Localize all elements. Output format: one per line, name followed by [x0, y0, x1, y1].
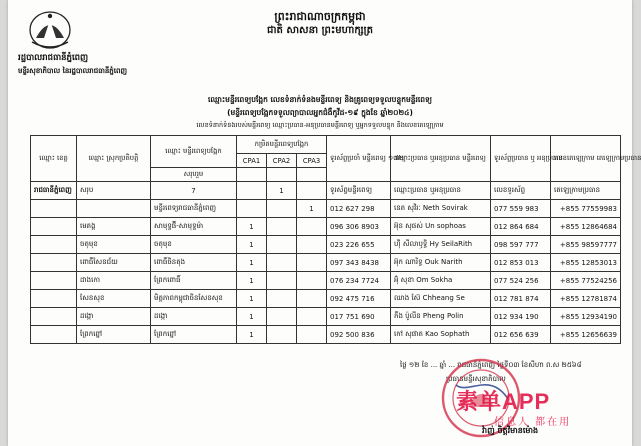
cell-cpa1: 1 — [237, 218, 267, 236]
header-director: ឈ្មោះប្រធាន ឬអនុប្រធាន មន្ទីរពេទ្យ — [391, 136, 491, 182]
cell-district: សែនសុខ — [77, 290, 151, 308]
cell-director: នេត សុវិរៈ Neth Sovirak — [391, 200, 491, 218]
table-row — [31, 218, 621, 236]
cell-cpa2 — [267, 218, 297, 236]
cell-cpa1: 1 — [237, 290, 267, 308]
cell-cpa2 — [267, 200, 297, 218]
summary-director: ឈ្មោះប្រធាន ឬអនុប្រធាន — [391, 182, 491, 200]
cell-hospital: ព្រែកព្នៅ — [151, 326, 237, 344]
table-header-row — [31, 136, 621, 154]
table-row — [31, 290, 621, 308]
cell-hosp-phone: 096 306 8903 — [327, 218, 391, 236]
cell-cpa1: 1 — [237, 272, 267, 290]
cell-cpa3 — [297, 272, 327, 290]
cell-cpa1 — [237, 200, 267, 218]
cell-hospital: ព្រែកពោធិ៍ — [151, 272, 237, 290]
table-body — [31, 200, 621, 344]
cell-hospital: មិត្តភាពកម្ពុជាចិនសែនសុខ — [151, 290, 237, 308]
hospital-table — [30, 135, 641, 344]
cell-district: មេគង្គ — [77, 218, 151, 236]
table-row — [31, 326, 621, 344]
cell-cpa2 — [267, 326, 297, 344]
watermark-sub: 信息人 都在用 — [494, 417, 572, 428]
cell-cpa1: 1 — [237, 236, 267, 254]
cell-director-phone: 077 559 983 — [491, 200, 551, 218]
cell-telegram: +855 12934190 — [551, 308, 621, 326]
table-row — [31, 254, 621, 272]
table-row — [31, 200, 621, 218]
header-telegram: លេខតេឡេក្រាម តេឡេក្រាមប្រធាន — [551, 136, 621, 182]
signatory-role: ប្រធានមន្ទីរសុខាភិបាល — [446, 375, 506, 383]
cell-hospital: ចតុមុខ — [151, 236, 237, 254]
national-motto: ជាតិ សាសនា ព្រះមហាក្សត្រ — [267, 25, 373, 36]
document-page — [8, 0, 641, 446]
footer-date: ថ្ងៃ ១២ ខែ ... ឆ្នាំ ... រាជធានីភ្នំពេញ ថ្ងៃទី០៣ ខែសីហា ព.ស ២៥៦៨ — [400, 361, 582, 369]
cell-telegram: +855 98597777 — [551, 236, 621, 254]
department-name: មន្ទីរសុខាភិបាល នៃរដ្ឋបាលរាជធានីភ្នំពេញ — [18, 67, 128, 75]
header-cpa2: CPA2 — [267, 154, 297, 168]
cell-cpa3: 1 — [297, 200, 327, 218]
cell-hosp-phone: 097 343 8438 — [327, 254, 391, 272]
cell-director: ឈាង ស៊ែ Chheang Se — [391, 290, 491, 308]
cell-director: កៅ សុផាត Kao Sophath — [391, 326, 491, 344]
cell-district: ចតុមុខ — [77, 236, 151, 254]
table-row — [31, 308, 621, 326]
cell-director-phone: 077 524 256 — [491, 272, 551, 290]
kingdom-heading: ព្រះរាជាណាចក្រកម្ពុជា — [274, 10, 366, 23]
header-director-phone: ទូរស័ព្ទប្រធាន ឬ អនុប្រធាន — [491, 136, 551, 182]
header-province: ឈ្មោះ ខេត្ត — [31, 136, 77, 182]
cell-cpa2 — [267, 236, 297, 254]
cell-director: អ៊ុន សុផស់ Un sophoas — [391, 218, 491, 236]
header-cpa-group: កម្រិតមន្ទីរពេទ្យបង្អែក — [237, 136, 327, 154]
cell-telegram: +855 12781874 — [551, 290, 621, 308]
summary-cpa2 — [237, 182, 267, 200]
cell-district: ព្រែកព្នៅ — [77, 326, 151, 344]
cell-cpa3 — [297, 290, 327, 308]
cell-director-phone: 098 597 777 — [491, 236, 551, 254]
cell-director-phone: 012 656 639 — [491, 326, 551, 344]
summary-cpa1: 7 — [151, 182, 237, 200]
cell-hosp-phone: 017 751 690 — [327, 308, 391, 326]
cell-telegram: +855 77524256 — [551, 272, 621, 290]
cell-district: ដាងកោ — [77, 272, 151, 290]
cell-director-phone: 012 864 684 — [491, 218, 551, 236]
cell-director-phone: 012 853 013 — [491, 254, 551, 272]
cell-cpa3 — [297, 326, 327, 344]
cell-hospital: ដង្កោ — [151, 308, 237, 326]
table-row — [31, 236, 621, 254]
cell-district — [77, 200, 151, 218]
cell-cpa2 — [267, 308, 297, 326]
cell-telegram: +855 77559983 — [551, 200, 621, 218]
summary-province: រាជធានីភ្នំពេញ — [31, 182, 77, 200]
summary-cpa3: 1 — [267, 182, 297, 200]
document-subtitle: (មន្ទីរពេទ្យបង្អែកទទួលព្យាបាលអ្នកជំងឺកូវីដ-១៩ ក្នុងខែ ឆ្នាំ២០២៤) — [227, 108, 413, 117]
cell-cpa1: 1 — [237, 326, 267, 344]
summary-row — [31, 182, 621, 200]
cell-cpa1: 1 — [237, 254, 267, 272]
header-cpa1: CPA1 — [237, 154, 267, 168]
cell-telegram: +855 12853013 — [551, 254, 621, 272]
cell-hosp-phone: 023 226 655 — [327, 236, 391, 254]
cell-telegram: +855 12656639 — [551, 326, 621, 344]
cell-hosp-phone: 076 234 7724 — [327, 272, 391, 290]
document-note: លេខទំនាក់ទំនងរបស់មន្ទីរពេទ្យ ឈ្មោះប្រធាន-អនុប្រធានមន្ទីរពេទ្យ ឬអ្នកទទួលបន្ទុក និងលេខតេឡេក្រាម — [196, 121, 444, 129]
cell-hosp-phone: 092 500 836 — [327, 326, 391, 344]
document-title: ឈ្មោះមន្ទីរពេទ្យបង្អែក លេខទំនាក់ទំនងមន្ទីរពេទ្យ និងគ្រូពេទ្យទទួលបន្ទុកមន្ទីរពេទ្យ — [207, 95, 433, 104]
cell-director: ភឹង ប៉ូលីន Pheng Polin — [391, 308, 491, 326]
org-name: រដ្ឋបាលរាជធានីភ្នំពេញ — [18, 53, 89, 63]
table-row — [31, 272, 621, 290]
cell-telegram: +855 12864684 — [551, 218, 621, 236]
cell-district: ពោធិ៍សែនជ័យ — [77, 254, 151, 272]
cell-cpa1: 1 — [237, 308, 267, 326]
header-cpa3: CPA3 — [297, 154, 327, 168]
summary-label: សរុប — [77, 182, 151, 200]
cell-hosp-phone: 012 627 298 — [327, 200, 391, 218]
cell-director: ហ៊ី សីលាឫទ្ធិ Hy SeilaRith — [391, 236, 491, 254]
cell-cpa2 — [267, 254, 297, 272]
cell-director-phone: 012 781 874 — [491, 290, 551, 308]
header-hospital-sub: សរុបរួម — [151, 168, 237, 182]
cell-director: អ៊ុំ សុខា Om Sokha — [391, 272, 491, 290]
cell-hospital: ពោធិ៍ចិនតុង — [151, 254, 237, 272]
header-district: ឈ្មោះ ស្រុកប្រតិបត្តិ — [77, 136, 151, 182]
cell-cpa3 — [297, 308, 327, 326]
cell-director-phone: 012 934 190 — [491, 308, 551, 326]
summary-telegram: តេឡេក្រាមប្រធាន — [551, 182, 621, 200]
summary-hosp-phone: ទូរស័ព្ទមន្ទីរពេទ្យ — [327, 182, 391, 200]
cell-hospital: សាមុទ្ទផ៊ី-សាមុទ្ទម៉ា — [151, 218, 237, 236]
cell-hospital: មន្ទីរពេទ្យរាជធានីភ្នំពេញ — [151, 200, 237, 218]
cell-cpa2 — [267, 272, 297, 290]
header-hospital: ឈ្មោះ មន្ទីរពេទ្យបង្អែក — [151, 136, 237, 168]
cell-cpa2 — [267, 290, 297, 308]
watermark-main: 素单APP — [456, 389, 551, 414]
header-hospital-phone: ទូរស័ព្ទប្រចាំ មន្ទីរពេទ្យ ១៧២ — [327, 136, 391, 182]
cell-hosp-phone: 092 475 716 — [327, 290, 391, 308]
cell-director: អ៊ុក ណារិទ្ធ Ouk Narith — [391, 254, 491, 272]
signature-name: វ៉ាញ់ ចិត្តវិមានម៉ោង — [482, 426, 539, 435]
cell-district: ដង្កោ — [77, 308, 151, 326]
cell-cpa3 — [297, 236, 327, 254]
cell-cpa3 — [297, 254, 327, 272]
summary-director-phone: លេខទូរស័ព្ទ — [491, 182, 551, 200]
cell-cpa3 — [297, 218, 327, 236]
